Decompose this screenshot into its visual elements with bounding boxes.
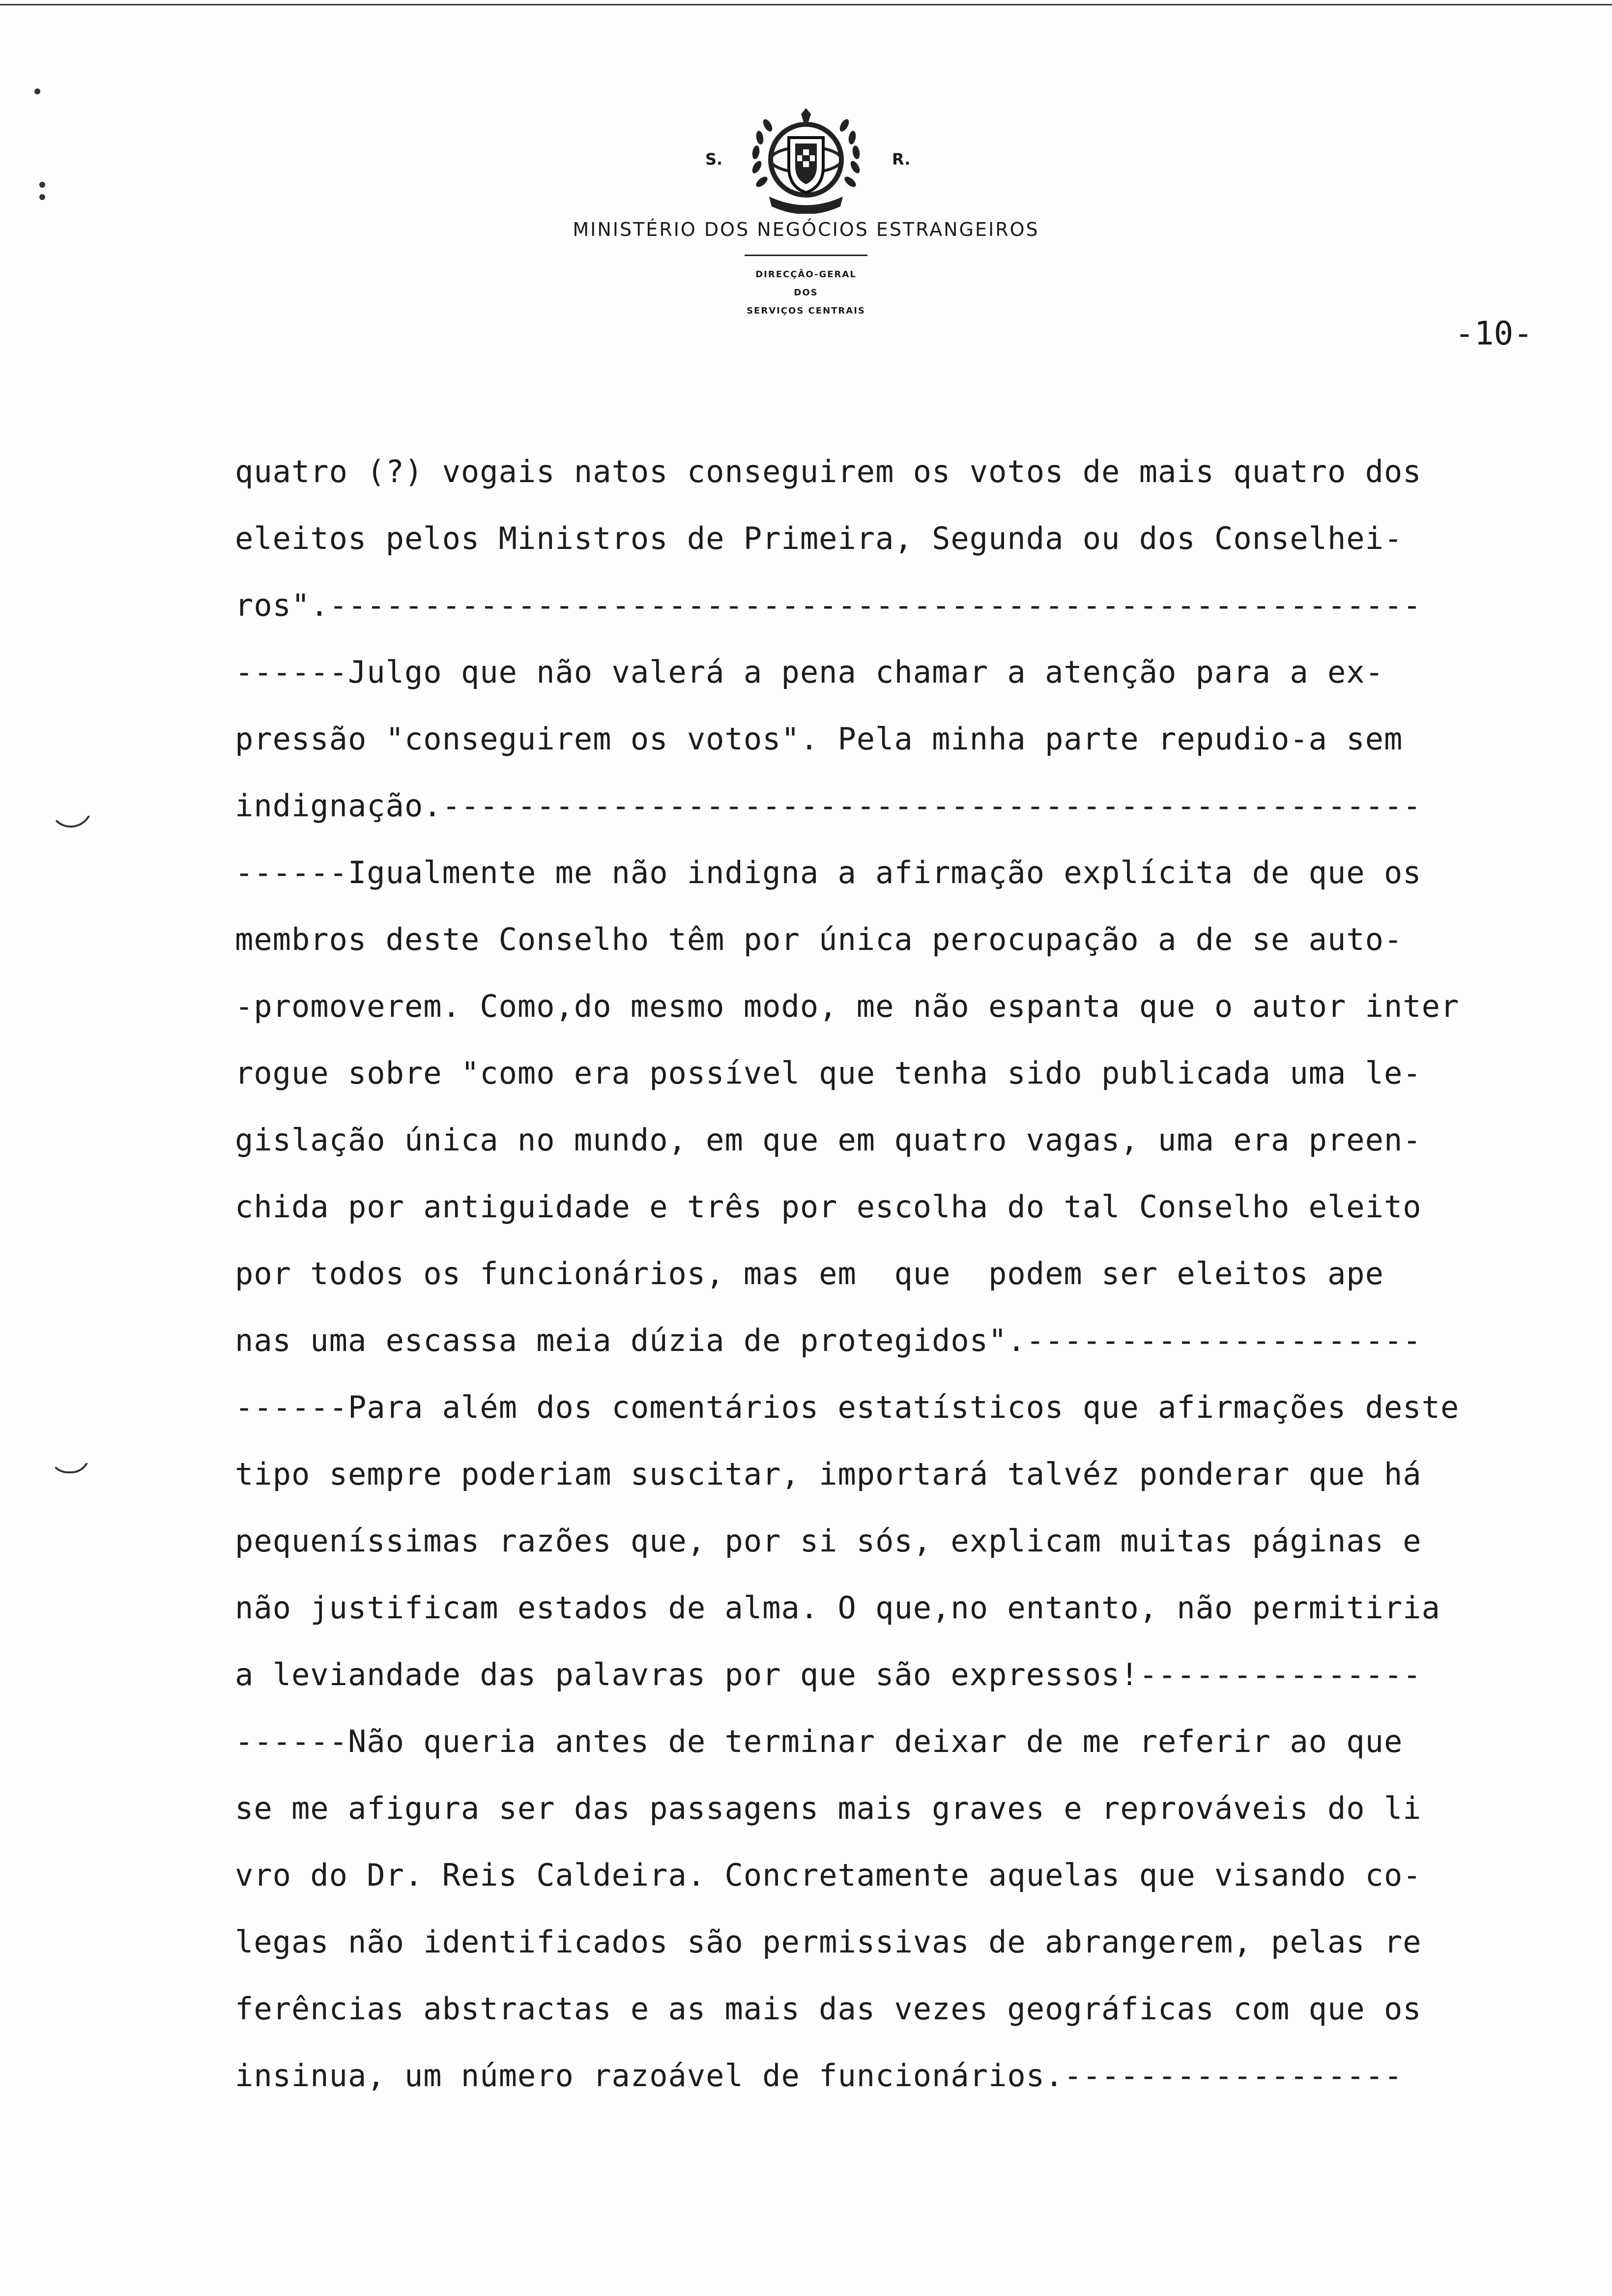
text-line: ------Julgo que não valerá a pena chamar a atenção para a ex- xyxy=(235,654,1384,690)
text-line: indignação.---------------------------------------------------- xyxy=(235,788,1422,824)
margin-dot xyxy=(34,88,40,94)
margin-dot xyxy=(39,182,45,188)
text-line: membros deste Conselho têm por única perocupação a de se auto- xyxy=(235,921,1403,957)
text-line: se me afigura ser das passagens mais graves e reprováveis do li xyxy=(235,1790,1422,1826)
department-line-3: SERVIÇOS CENTRAIS xyxy=(747,306,865,316)
text-line: -promoverem. Como,do mesmo modo, me não espanta que o autor inter xyxy=(235,988,1460,1024)
ministry-name: MINISTÉRIO DOS NEGÓCIOS ESTRANGEIROS xyxy=(573,219,1039,240)
text-line: ------Não queria antes de terminar deixar de me referir ao que xyxy=(235,1723,1403,1759)
text-line: ------Para além dos comentários estatísticos que afirmações deste xyxy=(235,1389,1460,1425)
letterhead xyxy=(491,98,1121,354)
text-line: vro do Dr. Reis Caldeira. Concretamente aquelas que visando co- xyxy=(235,1857,1422,1893)
letterhead-left-initial: S. xyxy=(705,150,723,169)
top-edge-rule xyxy=(0,4,1612,5)
text-line: a leviandade das palavras por que são expressos!--------------- xyxy=(235,1657,1422,1693)
text-line: gislação única no mundo, em que em quatro vagas, uma era preen- xyxy=(235,1122,1422,1158)
text-line: tipo sempre poderiam suscitar, importará talvéz ponderar que há xyxy=(235,1456,1422,1492)
text-line: nas uma escassa meia dúzia de protegidos".--------------------- xyxy=(235,1322,1422,1358)
margin-mark xyxy=(49,1455,90,1473)
portuguese-coat-of-arms-icon xyxy=(742,108,870,214)
text-line: ros".---------------------------------------------------------- xyxy=(235,587,1422,623)
department-line-2: DOS xyxy=(794,287,818,298)
margin-dot xyxy=(39,194,45,200)
text-line: por todos os funcionários, mas em que podem ser eleitos ape xyxy=(235,1256,1384,1292)
text-line: ------Igualmente me não indigna a afirmação explícita de que os xyxy=(235,855,1422,890)
text-line: rogue sobre "como era possível que tenha sido publicada uma le- xyxy=(235,1055,1422,1091)
text-line: ferências abstractas e as mais das vezes geográficas com que os xyxy=(235,1991,1422,2027)
text-line: pequeníssimas razões que, por si sós, explicam muitas páginas e xyxy=(235,1523,1422,1559)
page-number: -10- xyxy=(1455,315,1533,352)
text-line: quatro (?) vogais natos conseguirem os votos de mais quatro dos xyxy=(235,454,1422,489)
typewritten-body xyxy=(235,452,1532,2123)
letterhead-divider xyxy=(745,255,867,256)
text-line: pressão "conseguirem os votos". Pela minha parte repudio-a sem xyxy=(235,721,1403,757)
text-line: insinua, um número razoável de funcionários.------------------ xyxy=(235,2058,1403,2094)
text-line: chida por antiguidade e três por escolha do tal Conselho eleito xyxy=(235,1189,1422,1225)
margin-mark xyxy=(49,806,92,828)
text-line: legas não identificados são permissivas de abrangerem, pelas re xyxy=(235,1924,1422,1960)
text-line: não justificam estados de alma. O que,no entanto, não permitiria xyxy=(235,1590,1440,1626)
department-line-1: DIRECÇÃO-GERAL xyxy=(755,269,857,280)
letterhead-right-initial: R. xyxy=(892,150,911,169)
text-line: eleitos pelos Ministros de Primeira, Segunda ou dos Conselhei- xyxy=(235,520,1403,556)
